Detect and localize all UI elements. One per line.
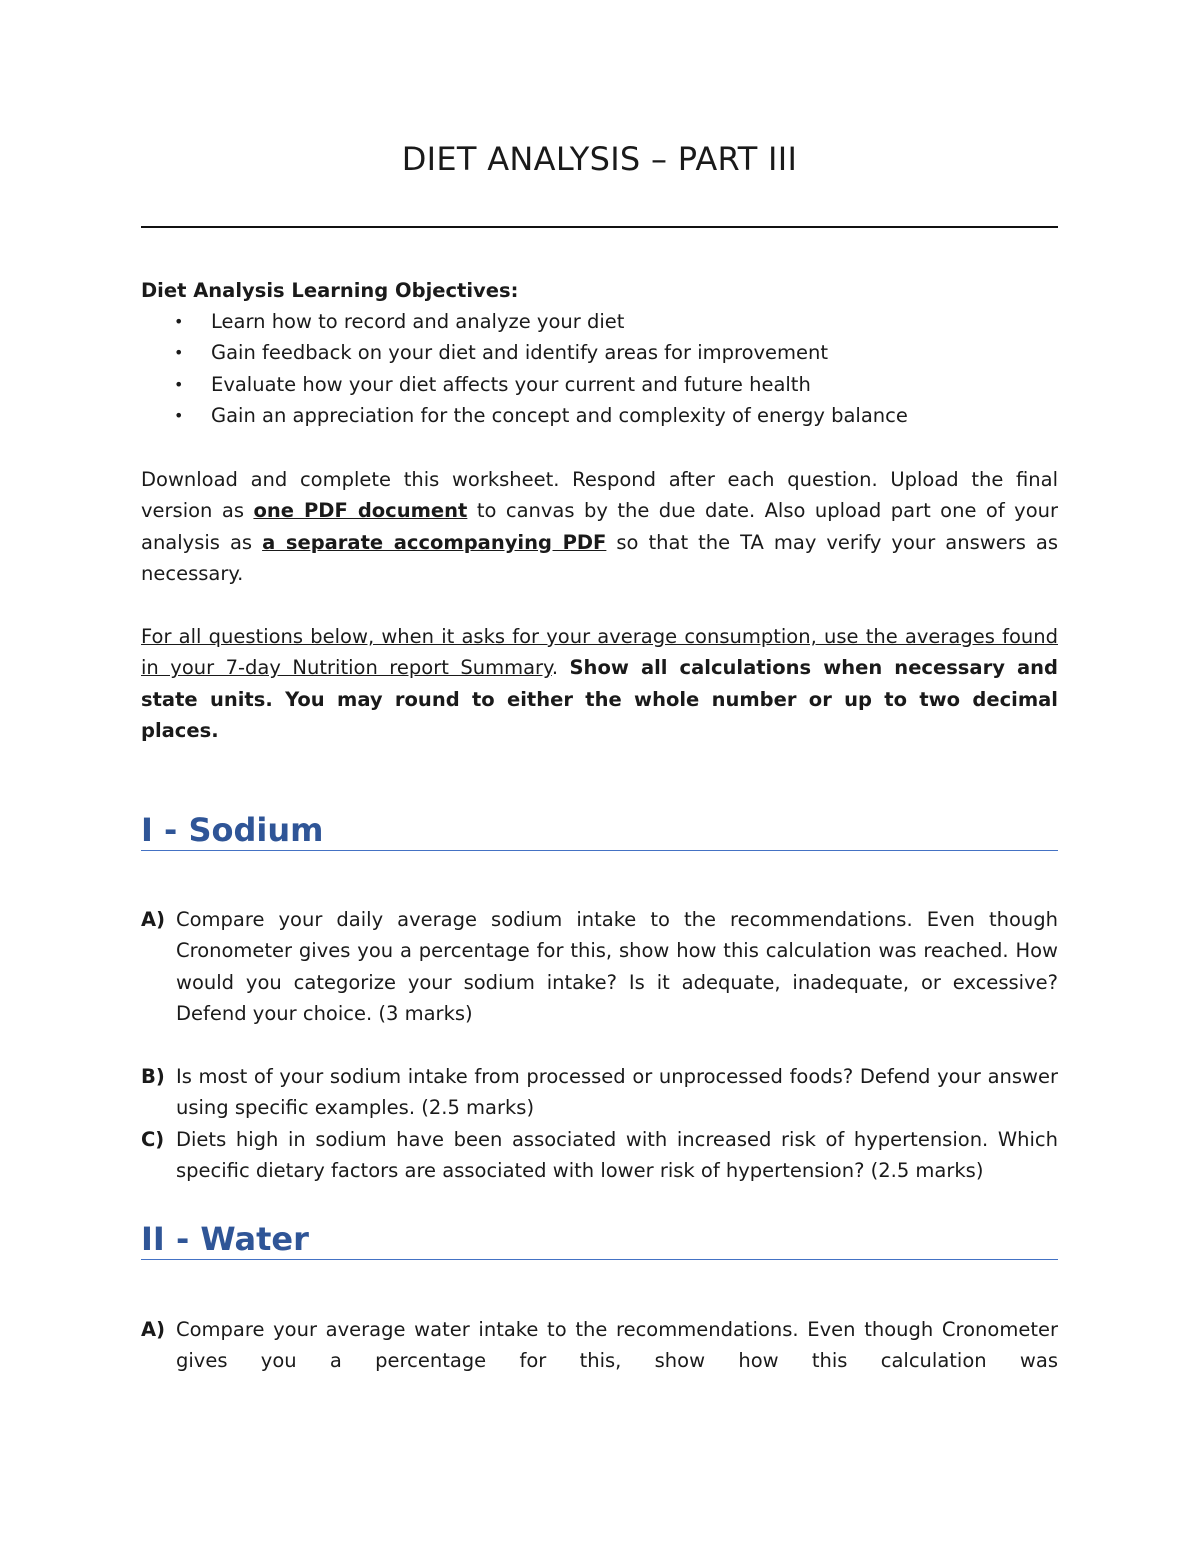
objective-text: Gain an appreciation for the concept and complexity of energy balance (211, 403, 908, 427)
title-divider (141, 226, 1058, 228)
calculation-instructions: Show all calculations when necessary and state units. You may round to either the whole number or up to two decimal places. (141, 656, 1058, 742)
bullet-icon: • (174, 374, 184, 394)
instructions-text: Download and complete this worksheet. Respond after each question. Upload the final version as (141, 468, 1058, 523)
average-consumption-note: For all questions below, when it asks for your average consumption, use the averages found in your 7-day Nutrition report Summary (141, 625, 1058, 680)
question-text: Compare your average water intake to the recommendations. Even though Cronometer gives you a percentage for this, show how this calculation was (176, 1318, 1058, 1373)
note-period: . (551, 656, 570, 680)
instructions-paragraph (141, 464, 1058, 589)
section-heading-sodium: I - Sodium (141, 811, 324, 849)
document-title: DIET ANALYSIS – PART III (401, 140, 798, 178)
question-label: A) (141, 1318, 166, 1341)
objective-text: Gain feedback on your diet and identify areas for improvement (211, 341, 829, 365)
question-sodium-b (141, 1061, 1058, 1124)
question-label: C) (141, 1128, 165, 1151)
bullet-icon: • (174, 343, 184, 363)
objective-text: Evaluate how your diet affects your current and future health (211, 372, 811, 396)
instructions-text: so that the TA may verify your answers as necessary. (141, 530, 1058, 585)
bullet-icon: • (174, 405, 184, 425)
list-item (141, 369, 1058, 400)
question-water-a (141, 1314, 1058, 1377)
list-item (141, 400, 1058, 431)
section-heading-water: II - Water (141, 1220, 309, 1258)
objectives-list (141, 306, 1058, 431)
question-sodium-c (141, 1124, 1058, 1187)
question-label: A) (141, 908, 166, 931)
question-sodium-a (141, 904, 1058, 1029)
pdf-requirement-emphasis: one PDF document (253, 499, 468, 523)
separate-pdf-emphasis: a separate accompanying PDF (262, 530, 607, 554)
section-divider (141, 1259, 1058, 1260)
bullet-icon: • (174, 312, 184, 331)
calculation-note (141, 621, 1058, 746)
section-divider (141, 850, 1058, 851)
objectives-heading: Diet Analysis Learning Objectives: (141, 279, 519, 302)
list-item (141, 306, 1058, 337)
question-text: Diets high in sodium have been associated with increased risk of hypertension. Which specific dietary factors are associated with lower risk of hypertension? (2.5 marks) (176, 1128, 1058, 1183)
objective-text: Learn how to record and analyze your diet (211, 310, 625, 333)
instructions-text: to canvas by the due date. Also upload part one of your analysis as (141, 499, 1058, 554)
question-label: B) (141, 1065, 165, 1088)
list-item (141, 337, 1058, 368)
question-text: Is most of your sodium intake from processed or unprocessed foods? Defend your answer using specific examples. (2.5 marks) (176, 1065, 1058, 1120)
question-text: Compare your daily average sodium intake to the recommendations. Even though Cronometer gives you a percentage for this, show how this calculation was reached. How would you categorize your sodium intake? Is it adequate, inadequate, or excessive? Defend your choice. (3 marks) (176, 908, 1058, 1025)
